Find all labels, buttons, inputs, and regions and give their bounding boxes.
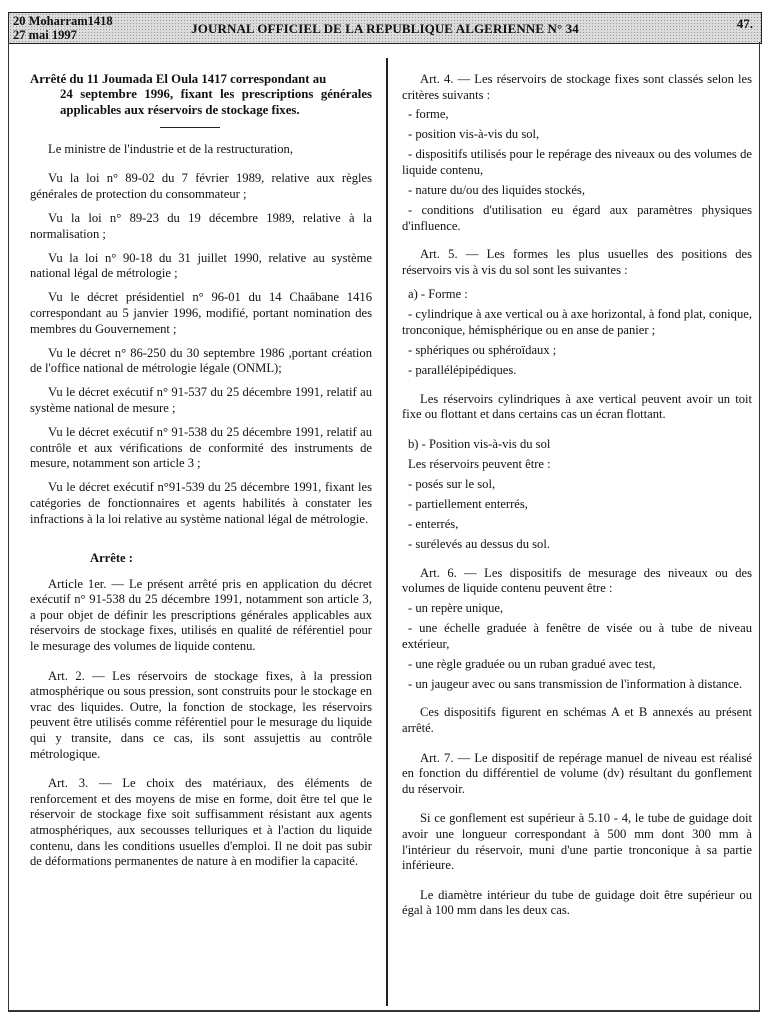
page-frame-left [8, 42, 9, 1010]
list-item: - partiellement enterrés, [408, 496, 528, 511]
article-6-intro: Art. 6. — Les dispositifs de mesurage des niveaux ou des volumes de liquide contenu peuvent être : [402, 565, 752, 596]
list-item: - enterrés, [408, 517, 459, 532]
page-frame-right [759, 42, 760, 1010]
list-item: - sphériques ou sphéroïdaux ; [408, 342, 557, 357]
list-item: - une échelle graduée à fenêtre de visée ou à tube de niveau extérieur, [402, 621, 752, 651]
left-column [30, 72, 372, 878]
list-item: - un repère unique, [408, 600, 504, 615]
article-3: Art. 3. — Le choix des matériaux, des éléments de renforcement et des moyens de mise en forme, doit être tel que le réservoir de stockage fixe soit suffisamment résistant aux agents atmosphériques, aux secousses telluriques et à l'action du liquide contenu, dans les conditions usuelles d'emploi. Il ne doit pas subir de déformations permanentes de nature à en modifier la capacité. [30, 776, 372, 869]
article-7-diameter: Le diamètre intérieur du tube de guidage doit être supérieur ou égal à 100 mm dans les deux cas. [402, 887, 752, 918]
list-item: - nature du/ou des liquides stockés, [408, 183, 585, 198]
visa-paragraph: Vu la loi n° 90-18 du 31 juillet 1990, relative au système national légal de métrologie ; [30, 250, 372, 281]
list-item: - conditions d'utilisation eu égard aux paramètres physiques d'influence. [402, 203, 752, 233]
visa-paragraph: Vu la loi n° 89-23 du 19 décembre 1989, relative à la normalisation ; [30, 211, 372, 241]
list-item: - dispositifs utilisés pour le repérage des niveaux ou des volumes de liquide contenu, [402, 147, 752, 177]
header-date-gregorian: 27 mai 1997 [13, 28, 77, 42]
cylindrical-note: Les réservoirs cylindriques à axe vertical peuvent avoir un toit fixe ou flottant et dans certains cas un écran flottant. [402, 391, 752, 422]
visa-paragraph: Vu le décret n° 86-250 du 30 septembre 1986 ,portant création de l'office national de métrologie légale (ONML); [30, 345, 372, 376]
visa-paragraph: Vu le décret exécutif n°91-539 du 25 décembre 1991, fixant les catégories de fonctionnaires et agents habilités à constater les infractions à la loi relative au système national légal de métrologie. [30, 480, 372, 526]
section-a-heading: a) - Forme : [408, 287, 468, 302]
article-7-swelling: Si ce gonflement est supérieur à 5.10 - 4, le tube de guidage doit avoir une longueur correspondant à 500 mm dont 300 mm à l'intérieur du réservoir, muni d'une partie tronconique à sa partie inférieure. [402, 811, 752, 873]
visa-paragraph: Vu la loi n° 89-02 du 7 février 1989, relative aux règles générales de protection du consommateur ; [30, 171, 372, 201]
list-item: - cylindrique à axe vertical ou à axe horizontal, à fond plat, conique, tronconique, hémisphérique ou en anse de panier ; [402, 307, 752, 337]
header-date-hijri: 20 Moharram1418 [13, 14, 113, 28]
header-title: JOURNAL OFFICIEL DE LA REPUBLIQUE ALGERIENNE N° 34 [191, 21, 579, 36]
minister-intro: Le ministre de l'industrie et de la restructuration, [48, 141, 293, 156]
article-7: Art. 7. — Le dispositif de repérage manuel de niveau est réalisé en fonction du différentiel de volume (dv) résultant du gonflement du réservoir. [402, 750, 752, 796]
list-item: - position vis-à-vis du sol, [408, 127, 540, 142]
visa-paragraph: Vu le décret exécutif n° 91-537 du 25 décembre 1991, relatif au système national de mesure ; [30, 385, 372, 415]
decree-title-rest: 24 septembre 1996, fixant les prescriptions générales applicables aux réservoirs de stockage fixes. [60, 87, 372, 117]
journal-header [8, 12, 762, 44]
list-item: - un jaugeur avec ou sans transmission de l'information à distance. [408, 676, 743, 691]
page-frame-bottom [8, 1010, 760, 1012]
right-column [402, 72, 752, 927]
article-2: Art. 2. — Les réservoirs de stockage fixes, à la pression atmosphérique ou sous pression, sont construits pour le stockage en vrac des liquides. Outre, la fonction de stockage, les réservoirs peuvent être utilisés comme référentiel pour le mesurage du liquide qui y transite, dans ce cas, ils sont assujettis au contrôle métrologique. [30, 668, 372, 761]
list-item: - une règle graduée ou un ruban gradué avec test, [408, 656, 656, 671]
list-item: - surélevés au dessus du sol. [408, 537, 551, 552]
article-4-intro: Art. 4. — Les réservoirs de stockage fixes sont classés selon les critères suivants : [402, 72, 752, 102]
article-1: Article 1er. — Le présent arrêté pris en application du décret exécutif n° 91-538 du 25 décembre 1991, notamment son article 3, a pour objet de définir les prescriptions générales applicables aux réservoirs de stockage fixes, utilisés en qualité de référentiel pour le mesurage des volumes de liquide contenu. [30, 576, 372, 654]
list-item: - parallélépipédiques. [408, 362, 517, 377]
title-rule [160, 127, 220, 128]
list-item: - forme, [408, 107, 449, 122]
visa-paragraph: Vu le décret exécutif n° 91-538 du 25 décembre 1991, relatif au contrôle et aux vérifications de conformité des instruments de mesure, notamment son article 3 ; [30, 425, 372, 471]
section-b-intro: Les réservoirs peuvent être : [408, 456, 551, 471]
decree-title [30, 72, 372, 118]
schemas-note: Ces dispositifs figurent en schémas A et B annexés au présent arrêté. [402, 705, 752, 735]
decree-title-line1: Arrêté du 11 Joumada El Oula 1417 correspondant au [30, 72, 327, 86]
column-divider [386, 58, 388, 1006]
article-5-intro: Art. 5. — Les formes les plus usuelles des positions des réservoirs vis à vis du sol sont les suivantes : [402, 247, 752, 277]
arrete-heading: Arrête : [90, 551, 133, 566]
section-b-heading: b) - Position vis-à-vis du sol [408, 436, 551, 451]
list-item: - posés sur le sol, [408, 476, 496, 491]
visa-paragraph: Vu le décret présidentiel n° 96-01 du 14 Chaâbane 1416 correspondant au 5 janvier 1996, modifié, portant nomination des membres du Gouvernement ; [30, 290, 372, 336]
page-number: 47. [736, 16, 753, 31]
